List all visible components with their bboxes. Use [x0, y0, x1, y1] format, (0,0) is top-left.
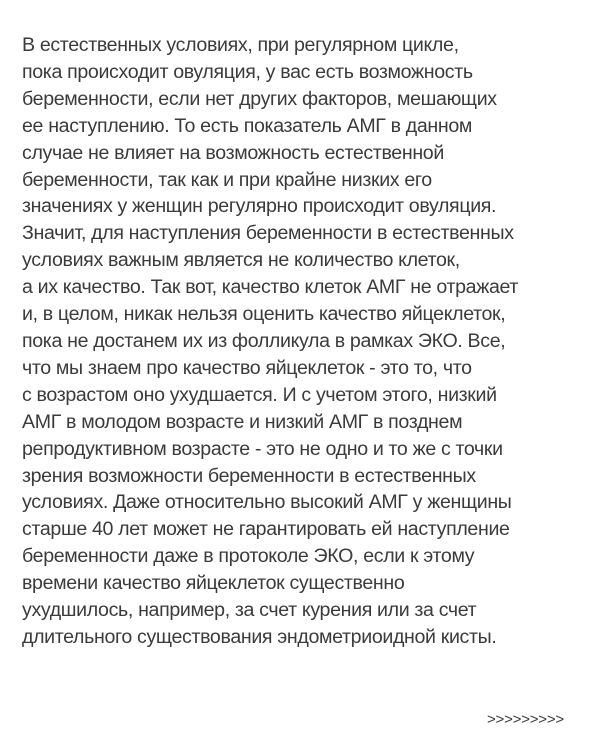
- text-line: Значит, для наступления беременности в естественных: [22, 222, 514, 245]
- text-line: АМГ в молодом возрасте и низкий АМГ в позднем: [22, 410, 463, 433]
- text-line: В естественных условиях, при регулярном цикле,: [22, 34, 459, 56]
- text-line: беременности, если нет других факторов, мешающих: [22, 87, 497, 110]
- text-line: времени качество яйцеклеток существенно: [22, 572, 405, 595]
- text-line: ее наступлению. То есть показатель АМГ в данном: [22, 114, 473, 137]
- text-line: пока происходит овуляция, у вас есть возможность: [22, 60, 473, 83]
- text-line: с возрастом оно ухудшается. И с учетом этого, низкий: [22, 383, 497, 406]
- text-line: длительного существования эндометриоидной кисты.: [22, 625, 497, 648]
- text-line: беременности, так как и при крайне низких его: [22, 168, 432, 191]
- text-line: а их качество. Так вот, качество клеток АМГ не отражает: [22, 276, 519, 299]
- text-line: репродуктивном возрасте - это не одно и то же с точки: [22, 437, 503, 460]
- text-line: старше 40 лет может не гарантировать ей наступление: [22, 518, 510, 541]
- continue-marker: >>>>>>>>>: [486, 711, 564, 728]
- text-line: беременности даже в протоколе ЭКО, если к этому: [22, 545, 475, 568]
- article-text: [22, 32, 582, 651]
- text-line: ухудшилось, например, за счет курения или за счет: [22, 599, 477, 622]
- text-line: и, в целом, никак нельзя оценить качество яйцеклеток,: [22, 303, 506, 326]
- text-line: пока не достанем их из фолликула в рамках ЭКО. Все,: [22, 329, 506, 352]
- text-line: зрения возможности беременности в естественных: [22, 464, 476, 487]
- text-line: случае не влияет на возможность естественной: [22, 141, 444, 164]
- text-line: значениях у женщин регулярно происходит овуляция.: [22, 195, 497, 218]
- text-line: условиях. Даже относительно высокий АМГ у женщины: [22, 491, 512, 514]
- text-line: условиях важным является не количество клеток,: [22, 249, 460, 272]
- text-line: что мы знаем про качество яйцеклеток - это то, что: [22, 356, 472, 379]
